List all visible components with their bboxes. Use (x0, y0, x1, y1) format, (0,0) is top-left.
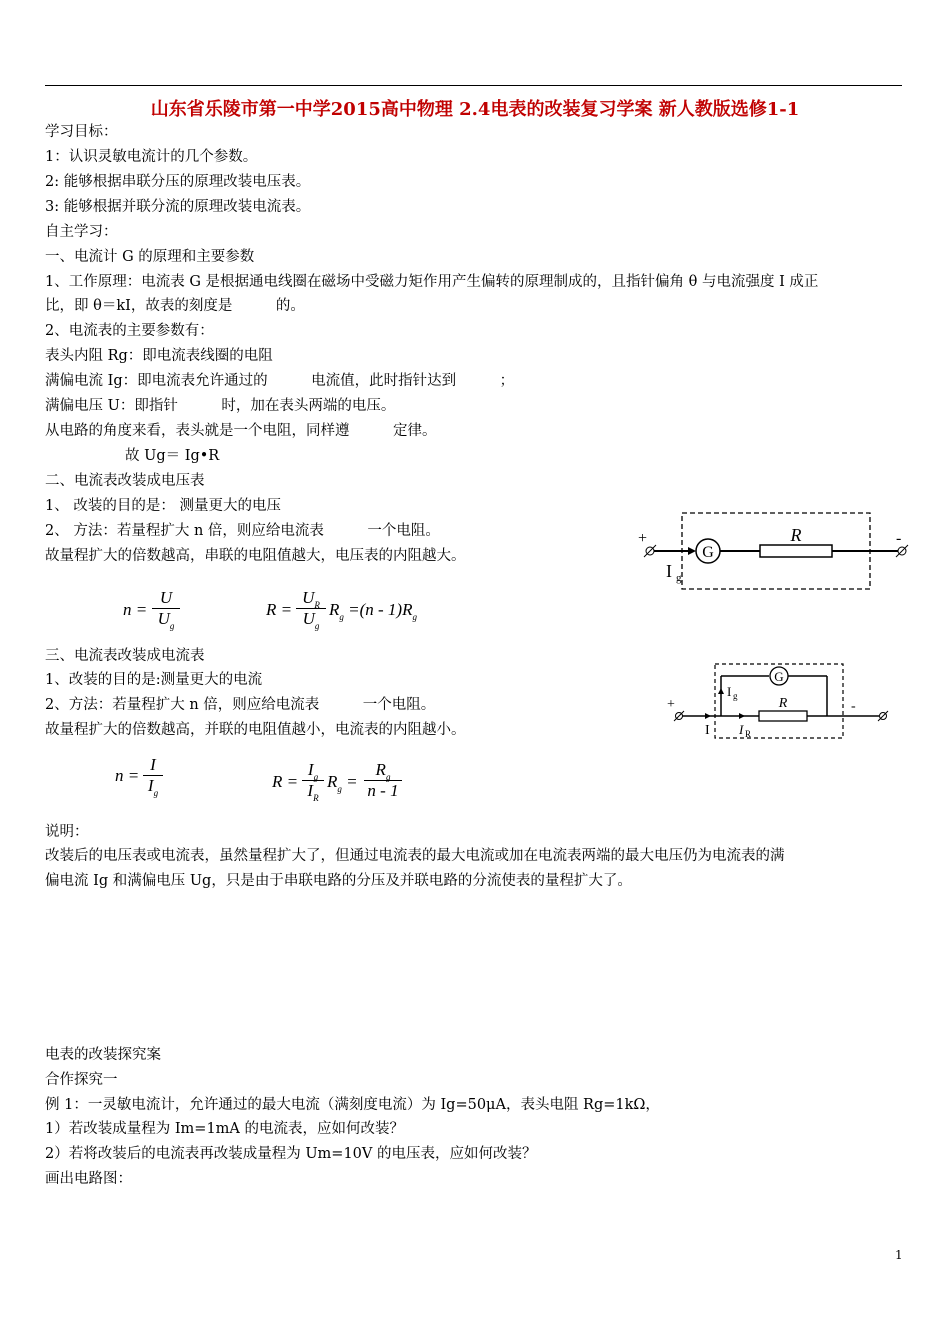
current-subscript: g (676, 572, 682, 584)
galvanometer-current-subscript: g (733, 691, 738, 701)
text-line: 1：认识灵敏电流计的几个参数。 (45, 149, 258, 165)
fraction-ur-ug: $\frac{U_R}{U_g}$ (296, 588, 326, 629)
text-line: 故量程扩大的倍数越高，串联的电阻值越大，电压表的内阻越大。 (45, 548, 466, 564)
section-heading: 学习目标： (45, 124, 118, 140)
equation-n-voltage: n = (123, 600, 148, 619)
text-line: 2、电流表的主要参数有： (45, 323, 214, 339)
text-line: 画出电路图： (45, 1171, 132, 1187)
page-title: 山东省乐陵市第一中学2015高中物理 2.4电表的改装复习学案 新人教版选修1-1 (150, 99, 800, 120)
formula-line: 故 Ug＝ Ig•R (125, 448, 220, 464)
section-heading: 合作探究一 (45, 1072, 118, 1088)
text-line: 改装后的电压表或电流表，虽然量程扩大了，但通过电流表的最大电流或加在电流表两端的最大电压仍为电流表的满 (45, 848, 785, 864)
equation-r-current-mid: $R_g$ = (327, 772, 358, 794)
galvanometer-label: G (702, 544, 714, 561)
page-number: 1 (895, 1248, 903, 1262)
section-heading: 说明： (45, 824, 89, 840)
resistor-current-label: I (739, 722, 744, 737)
minus-terminal: - (851, 699, 856, 714)
text-line: 偏电流 Ig 和满偏电压 Ug，只是由于串联电路的分压及并联电路的分流使表的量程扩大了。 (45, 873, 632, 889)
resistor-label: R (778, 696, 788, 711)
fraction-ig-ir: $\frac{I_g}{I_R}$ (302, 760, 324, 801)
text-line: 故量程扩大的倍数越高，并联的电阻值越小，电流表的内阻越小。 (45, 722, 466, 738)
section-heading: 二、电流表改装成电压表 (45, 473, 205, 489)
galvanometer-current-label: I (727, 684, 732, 699)
equation-r-voltage-tail: $R_g =(n - 1)R_g$ (329, 600, 417, 622)
text-line: 2: 能够根据串联分压的原理改装电压表。 (45, 174, 311, 190)
resistor-label: R (790, 525, 802, 545)
fraction-u-ug: $\frac{U}{U_g}$ (152, 588, 180, 629)
text-line: 1、 改装的目的是： 测量更大的电压 (45, 498, 281, 514)
main-current-label: I (705, 723, 710, 738)
equation-r-voltage: R = (266, 600, 293, 619)
resistor-current-subscript: R (745, 729, 752, 739)
text-line: 从电路的角度来看，表头就是一个电阻，同样遵 定律。 (45, 423, 437, 439)
minus-terminal: - (896, 530, 902, 547)
header-rule (45, 85, 902, 86)
text-line: 1、工作原理：电流表 G 是根据通电线圈在磁场中受磁力矩作用产生偏转的原理制成的，且指针偏角 θ 与电流强度 I 成正 (45, 274, 819, 290)
equation-r-current: R = (272, 772, 299, 791)
text-line: 表头内阻 Rg：即电流表线圈的电阻 (45, 348, 273, 364)
text-line: 例 1：一灵敏电流计，允许通过的最大电流（满刻度电流）为 Ig=50μA，表头电阻 Rg=1kΩ， (45, 1097, 660, 1113)
ammeter-circuit-diagram (665, 660, 895, 742)
text-line: 2、 方法：若量程扩大 n 倍，则应给电流表 一个电阻。 (45, 523, 440, 539)
text-line: 1）若改装成量程为 Im=1mA 的电流表，应如何改装？ (45, 1121, 405, 1137)
plus-terminal: + (638, 530, 648, 547)
equation-n-current: n = (115, 766, 140, 785)
fraction-i-ig: $\frac{I}{I_g}$ (143, 755, 163, 796)
fraction-rg-n1: $\frac{R_g}{n - 1}$ (364, 760, 402, 801)
text-line: 3: 能够根据并联分流的原理改装电流表。 (45, 199, 311, 215)
plus-terminal: + (667, 697, 675, 712)
section-heading: 三、电流表改装成电流表 (45, 648, 205, 664)
current-label: I (666, 561, 672, 581)
text-line: 2）若将改装后的电流表再改装成量程为 Um=10V 的电压表，应如何改装？ (45, 1146, 537, 1162)
text-line: 满偏电流 Ig：即电流表允许通过的 电流值，此时指针达到 ； (45, 373, 515, 389)
voltmeter-circuit-diagram (630, 505, 915, 595)
section-heading: 一、电流计 G 的原理和主要参数 (45, 249, 255, 265)
section-heading: 自主学习： (45, 224, 118, 240)
text-line: 1、改装的目的是:测量更大的电流 (45, 672, 263, 688)
text-line: 比，即 θ＝kI，故表的刻度是 的。 (45, 298, 305, 314)
text-line: 满偏电压 U：即指针 时，加在表头两端的电压。 (45, 398, 396, 414)
galvanometer-label: G (774, 669, 784, 684)
text-line: 2、方法：若量程扩大 n 倍，则应给电流表 一个电阻。 (45, 697, 436, 713)
section-heading: 电表的改装探究案 (45, 1047, 161, 1063)
